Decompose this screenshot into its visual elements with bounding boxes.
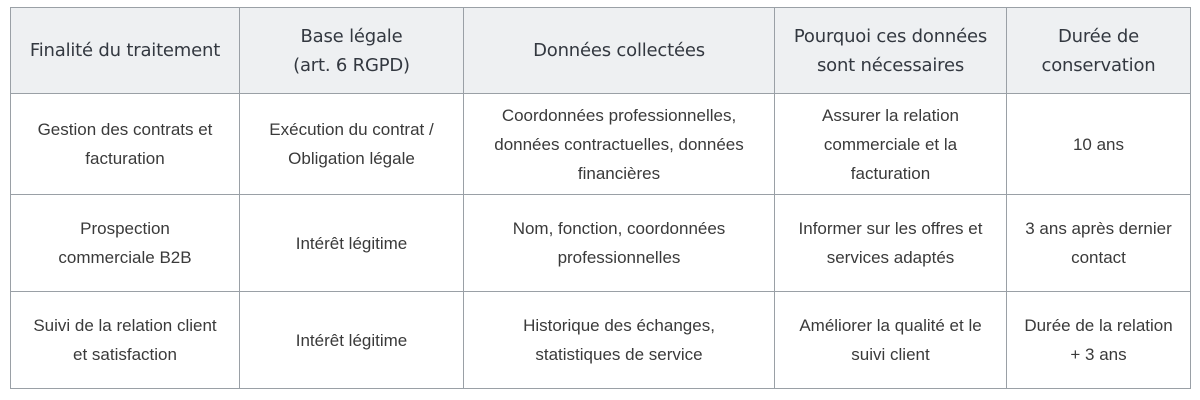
cell-legal-basis: Intérêt légitime xyxy=(240,292,464,389)
table-row xyxy=(11,195,1191,292)
cell-data-collected: Coordonnées professionnelles, données contractuelles, données financières xyxy=(464,94,775,195)
cell-legal-basis: Intérêt légitime xyxy=(240,195,464,292)
cell-why-necessary: Assurer la relation commerciale et la facturation xyxy=(775,94,1007,195)
rgpd-processing-table xyxy=(10,7,1191,389)
cell-purpose: Prospection commerciale B2B xyxy=(11,195,240,292)
header-row xyxy=(11,8,1191,94)
header-retention: Durée de conservation xyxy=(1007,8,1191,94)
cell-purpose: Gestion des contrats et facturation xyxy=(11,94,240,195)
table-header xyxy=(11,8,1191,94)
cell-retention: 10 ans xyxy=(1007,94,1191,195)
header-legal-basis: Base légale (art. 6 RGPD) xyxy=(240,8,464,94)
cell-data-collected: Historique des échanges, statistiques de service xyxy=(464,292,775,389)
cell-data-collected: Nom, fonction, coordonnées professionnelles xyxy=(464,195,775,292)
table-row xyxy=(11,94,1191,195)
cell-why-necessary: Améliorer la qualité et le suivi client xyxy=(775,292,1007,389)
header-data-collected: Données collectées xyxy=(464,8,775,94)
cell-purpose: Suivi de la relation client et satisfaction xyxy=(11,292,240,389)
table-row xyxy=(11,292,1191,389)
header-purpose: Finalité du traitement xyxy=(11,8,240,94)
table-body xyxy=(11,94,1191,389)
cell-retention: Durée de la relation + 3 ans xyxy=(1007,292,1191,389)
header-why-necessary: Pourquoi ces données sont nécessaires xyxy=(775,8,1007,94)
cell-retention: 3 ans après dernier contact xyxy=(1007,195,1191,292)
cell-legal-basis: Exécution du contrat / Obligation légale xyxy=(240,94,464,195)
cell-why-necessary: Informer sur les offres et services adaptés xyxy=(775,195,1007,292)
